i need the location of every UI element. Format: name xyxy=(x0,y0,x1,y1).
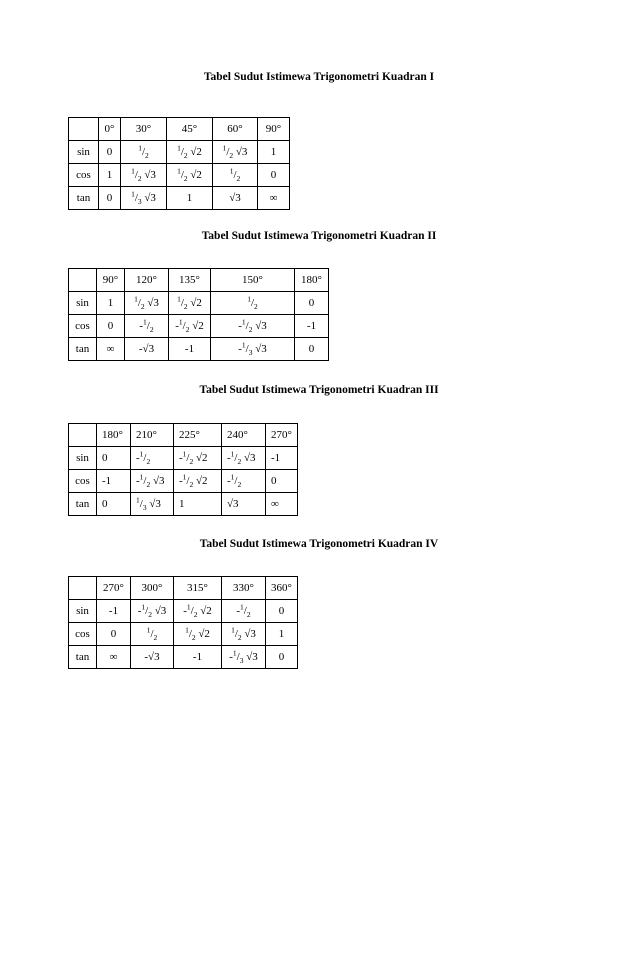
value-cell: $^1/_2$ xyxy=(131,623,174,646)
value-cell: 0 xyxy=(97,493,131,516)
table-row xyxy=(69,292,329,315)
table-header-row xyxy=(69,424,298,447)
value-cell: $-^1/_3$ √3 xyxy=(211,338,295,361)
angle-header-cell: 225° xyxy=(174,424,222,447)
title-kuadran-1: Tabel Sudut Istimewa Trigonometri Kuadran I xyxy=(203,71,435,83)
value-cell: $-^1/_2$ √3 xyxy=(131,600,174,623)
value-cell: $-^1/_2$ √2 xyxy=(169,315,211,338)
value-cell: -1 xyxy=(174,646,222,669)
header-corner-cell xyxy=(69,269,97,292)
table-row xyxy=(69,187,290,210)
table-header-row xyxy=(69,269,329,292)
value-cell: $^1/_3$ √3 xyxy=(131,493,174,516)
angle-header-cell: 135° xyxy=(169,269,211,292)
function-label-cell: sin xyxy=(69,141,99,164)
angle-header-cell: 180° xyxy=(97,424,131,447)
value-cell: $^1/_2$ √2 xyxy=(167,141,213,164)
value-cell: $-^1/_2$ √2 xyxy=(174,447,222,470)
value-cell: $^1/_2$ √2 xyxy=(167,164,213,187)
value-cell: -√3 xyxy=(131,646,174,669)
value-cell: $-^1/_2$ xyxy=(222,600,266,623)
table-row xyxy=(69,470,298,493)
function-label-cell: cos xyxy=(69,470,97,493)
table-row xyxy=(69,164,290,187)
value-cell: $-^1/_2$ xyxy=(222,470,266,493)
value-cell: $^1/_2$ xyxy=(213,164,258,187)
value-cell: 1 xyxy=(167,187,213,210)
value-cell: $-^1/_2$ √3 xyxy=(131,470,174,493)
title-kuadran-4: Tabel Sudut Istimewa Trigonometri Kuadran IV xyxy=(199,538,439,550)
value-cell: 1 xyxy=(97,292,125,315)
value-cell: $^1/_2$ √2 xyxy=(169,292,211,315)
value-cell: $^1/_3$ √3 xyxy=(121,187,167,210)
value-cell: $^1/_2$ √2 xyxy=(174,623,222,646)
value-cell: $-^1/_2$ xyxy=(125,315,169,338)
value-cell: 0 xyxy=(97,623,131,646)
table-kuadran-2 xyxy=(68,268,329,361)
angle-header-cell: 60° xyxy=(213,118,258,141)
table-row xyxy=(69,315,329,338)
value-cell: 0 xyxy=(266,600,298,623)
value-cell: -1 xyxy=(266,447,298,470)
title-kuadran-2: Tabel Sudut Istimewa Trigonometri Kuadran II xyxy=(201,230,437,242)
value-cell: 0 xyxy=(266,646,298,669)
angle-header-cell: 150° xyxy=(211,269,295,292)
function-label-cell: tan xyxy=(69,187,99,210)
value-cell: $^1/_2$ √3 xyxy=(222,623,266,646)
value-cell: $-^1/_2$ √2 xyxy=(174,470,222,493)
value-cell: ∞ xyxy=(258,187,290,210)
angle-header-cell: 360° xyxy=(266,577,298,600)
angle-header-cell: 240° xyxy=(222,424,266,447)
value-cell: 0 xyxy=(99,187,121,210)
value-cell: 0 xyxy=(266,470,298,493)
value-cell: ∞ xyxy=(97,646,131,669)
angle-header-cell: 330° xyxy=(222,577,266,600)
value-cell: $-^1/_2$ √3 xyxy=(211,315,295,338)
value-cell: 1 xyxy=(258,141,290,164)
function-label-cell: sin xyxy=(69,600,97,623)
value-cell: -1 xyxy=(97,470,131,493)
table-row xyxy=(69,623,298,646)
value-cell: 0 xyxy=(97,315,125,338)
value-cell: $^1/_2$ √3 xyxy=(125,292,169,315)
value-cell: 1 xyxy=(99,164,121,187)
angle-header-cell: 0° xyxy=(99,118,121,141)
table-header-row xyxy=(69,118,290,141)
angle-header-cell: 300° xyxy=(131,577,174,600)
value-cell: $^1/_2$ xyxy=(121,141,167,164)
table-kuadran-1 xyxy=(68,117,290,210)
table-row xyxy=(69,338,329,361)
function-label-cell: cos xyxy=(69,623,97,646)
table-row xyxy=(69,141,290,164)
value-cell: ∞ xyxy=(97,338,125,361)
angle-header-cell: 210° xyxy=(131,424,174,447)
angle-header-cell: 180° xyxy=(295,269,329,292)
value-cell: 0 xyxy=(295,292,329,315)
value-cell: $^1/_2$ √3 xyxy=(121,164,167,187)
value-cell: $-^1/_2$ xyxy=(131,447,174,470)
angle-header-cell: 45° xyxy=(167,118,213,141)
value-cell: 0 xyxy=(258,164,290,187)
value-cell: 0 xyxy=(99,141,121,164)
angle-header-cell: 270° xyxy=(266,424,298,447)
function-label-cell: tan xyxy=(69,493,97,516)
header-corner-cell xyxy=(69,577,97,600)
value-cell: 1 xyxy=(174,493,222,516)
value-cell: -1 xyxy=(295,315,329,338)
angle-header-cell: 120° xyxy=(125,269,169,292)
table-row xyxy=(69,600,298,623)
value-cell: √3 xyxy=(213,187,258,210)
value-cell: -1 xyxy=(97,600,131,623)
value-cell: √3 xyxy=(222,493,266,516)
value-cell: -√3 xyxy=(125,338,169,361)
value-cell: 1 xyxy=(266,623,298,646)
value-cell: -1 xyxy=(169,338,211,361)
title-kuadran-3: Tabel Sudut Istimewa Trigonometri Kuadran III xyxy=(199,384,439,396)
value-cell: 0 xyxy=(97,447,131,470)
header-corner-cell xyxy=(69,118,99,141)
function-label-cell: sin xyxy=(69,292,97,315)
value-cell: $^1/_2$ √3 xyxy=(213,141,258,164)
value-cell: $-^1/_3$ √3 xyxy=(222,646,266,669)
angle-header-cell: 315° xyxy=(174,577,222,600)
header-corner-cell xyxy=(69,424,97,447)
table-header-row xyxy=(69,577,298,600)
value-cell: $-^1/_2$ √2 xyxy=(174,600,222,623)
table-row xyxy=(69,447,298,470)
table-kuadran-3 xyxy=(68,423,298,516)
function-label-cell: sin xyxy=(69,447,97,470)
angle-header-cell: 90° xyxy=(97,269,125,292)
table-kuadran-4 xyxy=(68,576,298,669)
angle-header-cell: 270° xyxy=(97,577,131,600)
value-cell: 0 xyxy=(295,338,329,361)
table-row xyxy=(69,646,298,669)
function-label-cell: tan xyxy=(69,338,97,361)
angle-header-cell: 90° xyxy=(258,118,290,141)
table-row xyxy=(69,493,298,516)
value-cell: $^1/_2$ xyxy=(211,292,295,315)
angle-header-cell: 30° xyxy=(121,118,167,141)
value-cell: $-^1/_2$ √3 xyxy=(222,447,266,470)
function-label-cell: tan xyxy=(69,646,97,669)
value-cell: ∞ xyxy=(266,493,298,516)
function-label-cell: cos xyxy=(69,164,99,187)
function-label-cell: cos xyxy=(69,315,97,338)
